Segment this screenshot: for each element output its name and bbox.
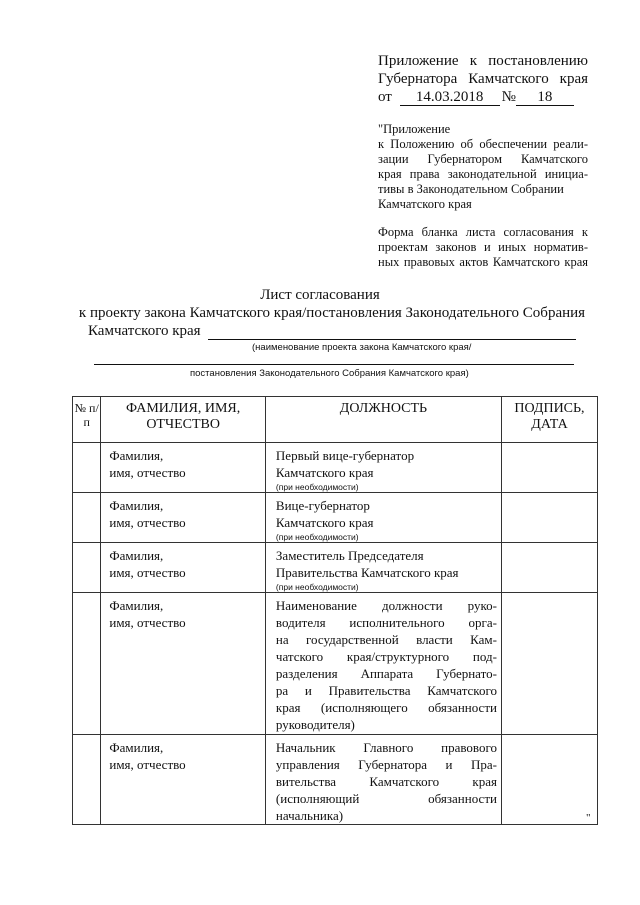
position-text: руководителя) [275, 717, 355, 732]
project-name-line-2 [94, 364, 574, 365]
caption-2: постановления Законодательного Собрания Камчатского края) [190, 368, 469, 379]
position-text: на государственной власти Кам- [275, 632, 497, 647]
optional-note: (при необходимости) [275, 532, 359, 542]
approval-table [72, 396, 598, 825]
title-subject: к проекту закона Камчатского края/постановления Законодательного Собрания [78, 305, 586, 321]
regulation-line: края права законодательной инициа- [378, 167, 588, 181]
position-text: Наименование должности руко- [275, 598, 497, 613]
header-sign: ПОДПИСЬ, ДАТА [501, 397, 597, 443]
position-cell [265, 543, 501, 593]
position-text: начальника) [275, 808, 344, 823]
name-cell [101, 593, 266, 735]
position-cell [265, 493, 501, 543]
signature-cell[interactable] [501, 443, 597, 493]
table-row [73, 493, 598, 543]
decree-number: 18 [516, 89, 574, 106]
table-row [73, 593, 598, 735]
title-subject-cont: Камчатского края [88, 323, 201, 339]
header-name: ФАМИЛИЯ, ИМЯ, ОТЧЕСТВО [101, 397, 266, 443]
regulation-line: "Приложение [378, 122, 451, 136]
header-num: № п/п [73, 397, 101, 443]
row-num-cell [73, 735, 101, 825]
from-label: от [378, 89, 392, 105]
position-cell [265, 443, 501, 493]
signature-cell[interactable] [501, 593, 597, 735]
appendix-line-2: Губернатора Камчатского края [378, 71, 588, 87]
decree-date: 14.03.2018 [400, 89, 500, 106]
position-text: Первый вице-губернатор [275, 448, 415, 463]
form-note-line: ных правовых актов Камчатского края [378, 255, 588, 269]
position-cell [265, 735, 501, 825]
table-row [73, 543, 598, 593]
header-position: ДОЛЖНОСТЬ [265, 397, 501, 443]
signature-cell[interactable] [501, 735, 597, 825]
form-note-line: проектам законов и иных норматив- [378, 240, 588, 254]
page-title: Лист согласования [260, 287, 380, 303]
name-text: имя, отчество [109, 515, 186, 530]
position-cell [265, 593, 501, 735]
optional-note: (при необходимости) [275, 582, 359, 592]
regulation-line: зации Губернатором Камчатского [378, 152, 588, 166]
appendix-date-line [378, 88, 588, 106]
row-num-cell [73, 443, 101, 493]
position-text: разделения Аппарата Губернато- [275, 666, 497, 681]
name-text: Фамилия, [109, 598, 164, 613]
regulation-line: к Положению об обеспечении реали- [378, 137, 588, 151]
name-text: Фамилия, [109, 740, 164, 755]
name-text: имя, отчество [109, 565, 186, 580]
position-text: Правительства Камчатского края [275, 565, 459, 580]
name-cell [101, 543, 266, 593]
position-text: Вице-губернатор [275, 498, 370, 513]
appendix-line-1: Приложение к постановлению [378, 53, 588, 69]
name-cell [101, 735, 266, 825]
name-cell [101, 493, 266, 543]
row-num-cell [73, 593, 101, 735]
regulation-line: тивы в Законодательном Собрании [378, 182, 564, 196]
signature-cell[interactable] [501, 543, 597, 593]
name-text: Фамилия, [109, 448, 164, 463]
form-note [378, 225, 588, 270]
table-header-row [73, 397, 598, 443]
position-text: Заместитель Председателя [275, 548, 424, 563]
name-cell [101, 443, 266, 493]
position-text: вительства Камчатского края [275, 774, 497, 789]
position-text: водителя исполнительного орга- [275, 615, 497, 630]
position-text: чатского края/структурного под- [275, 649, 497, 664]
name-text: имя, отчество [109, 615, 186, 630]
regulation-note [378, 122, 588, 212]
name-text: Фамилия, [109, 498, 164, 513]
position-text: Камчатского края [275, 465, 374, 480]
appendix-block [378, 52, 588, 106]
position-text: Начальник Главного правового [275, 740, 497, 755]
row-num-cell [73, 493, 101, 543]
project-name-line-1 [208, 339, 576, 340]
closing-quote: " [586, 812, 591, 824]
table-row [73, 735, 598, 825]
name-text: имя, отчество [109, 465, 186, 480]
name-text: Фамилия, [109, 548, 164, 563]
position-text: Камчатского края [275, 515, 374, 530]
position-text: управления Губернатора и Пра- [275, 757, 497, 772]
position-text: (исполняющий обязанности [275, 791, 497, 806]
position-text: края (исполняющего обязанности [275, 700, 497, 715]
name-text: имя, отчество [109, 757, 186, 772]
form-note-line: Форма бланка листа согласования к [378, 225, 588, 239]
caption-1: (наименование проекта закона Камчатского края/ [252, 342, 472, 353]
signature-cell[interactable] [501, 493, 597, 543]
optional-note: (при необходимости) [275, 482, 359, 492]
position-text: ра и Правительства Камчатского [275, 683, 497, 698]
row-num-cell [73, 543, 101, 593]
table-row [73, 443, 598, 493]
number-label: № [501, 89, 516, 105]
regulation-line: Камчатского края [378, 197, 472, 211]
